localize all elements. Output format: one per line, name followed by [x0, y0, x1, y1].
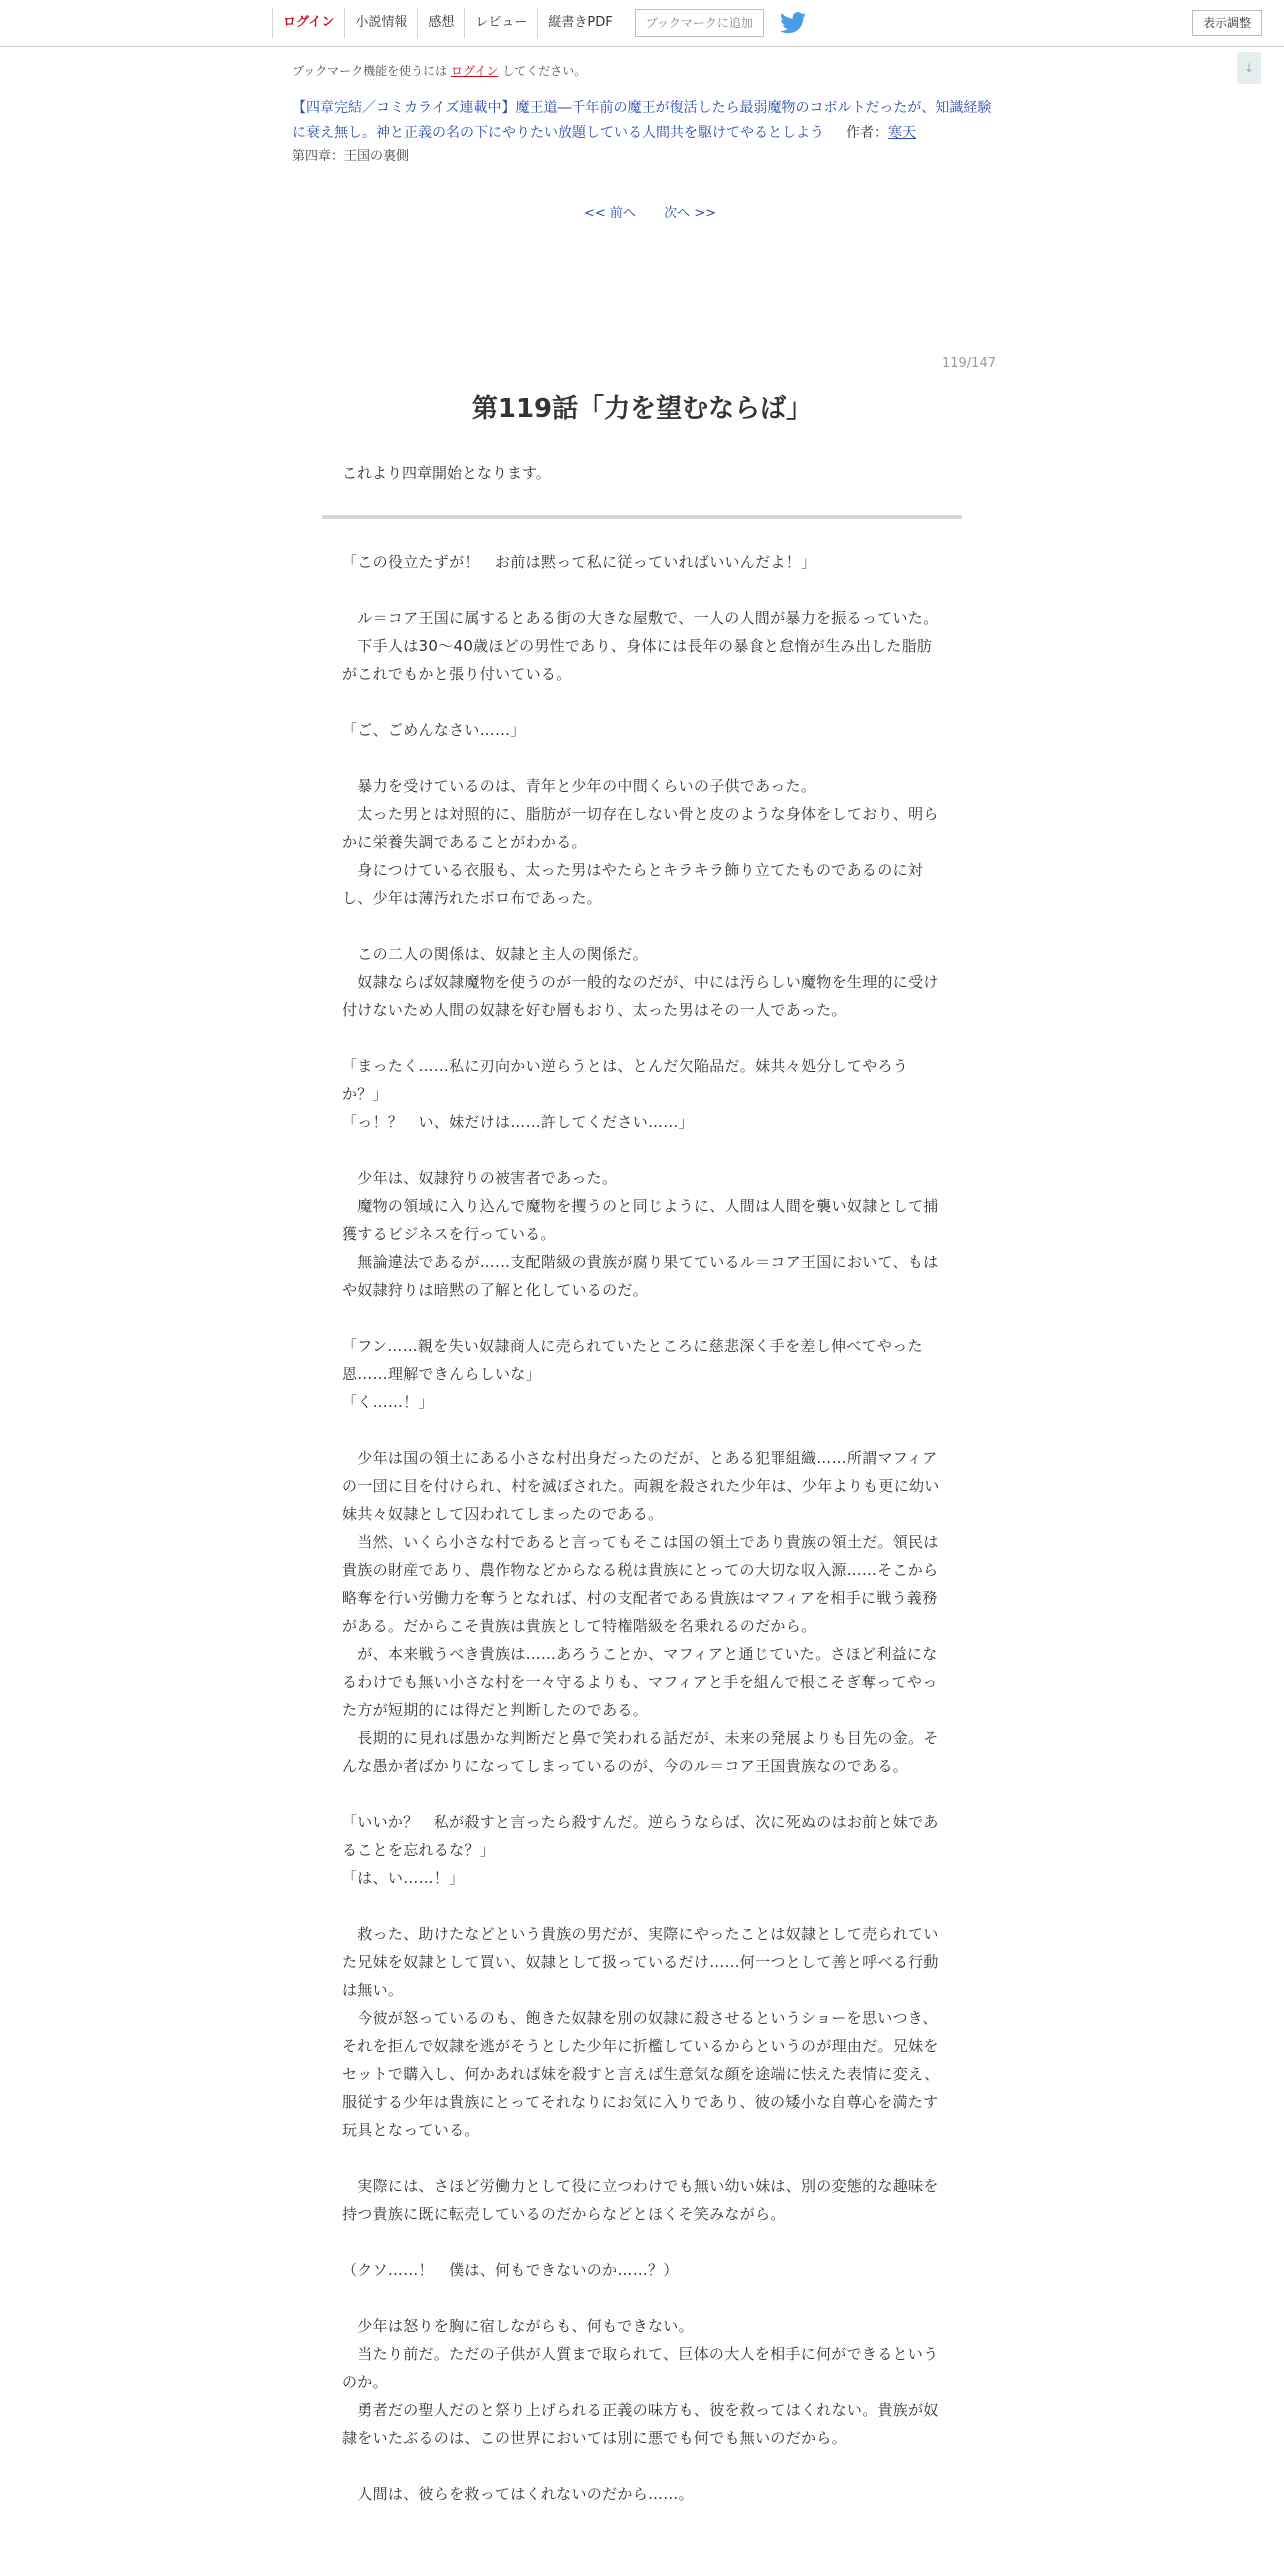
body-paragraph	[342, 1416, 942, 1444]
episode-pager	[584, 202, 716, 221]
body-paragraph: 勇者だの聖人だのと祭り上げられる正義の味方も、彼を救ってはくれない。貴族が奴隷をいたぶるのは、この世界においては別に悪でも何でも無いのだから。	[342, 2401, 939, 2447]
impressions-link[interactable]: 感想	[418, 8, 465, 38]
body-paragraph	[342, 2284, 942, 2312]
preface-divider	[322, 515, 962, 519]
episode-body	[342, 548, 942, 2508]
body-paragraph: 無論違法であるが……支配階級の貴族が腐り果てているル＝コア王国において、もはや奴隷狩りは暗黙の了解と化しているのだ。	[342, 1253, 939, 1299]
body-paragraph: 奴隷ならば奴隷魔物を使うのが一般的なのだが、中には汚らしい魔物を生理的に受け付けないため人間の奴隷を好む層もおり、太った男はその一人であった。	[342, 973, 939, 1019]
body-paragraph	[342, 744, 942, 772]
body-paragraph	[342, 576, 942, 604]
body-paragraph: 「は、い……！」	[342, 1869, 465, 1887]
chapter-title: 第四章：王国の裏側	[292, 149, 410, 164]
next-episode-link[interactable]: 次へ >>	[664, 206, 716, 221]
add-bookmark-button[interactable]: ブックマークに追加	[635, 9, 764, 37]
twitter-bird-icon[interactable]	[780, 12, 806, 34]
body-paragraph	[342, 2144, 942, 2172]
novel-title-block	[292, 96, 992, 146]
novel-info-link[interactable]: 小説情報	[345, 8, 418, 38]
author-link[interactable]: 寒天	[888, 125, 916, 141]
episode-title: 第119話「力を望むならば」	[471, 394, 813, 424]
body-paragraph	[342, 912, 942, 940]
body-paragraph: 今彼が怒っているのも、飽きた奴隷を別の奴隷に殺させるというショーを思いつき、それを拒んで奴隷を逃がそうとした少年に折檻しているからというのが理由だ。兄妹をセットで購入し、何かあれば妹を殺すと言えば生意気な顔を途端に怯えた表情に変え、服従する少年は貴族にとってそれなりにお気に入りであり、彼の矮小な自尊心を満たす玩具となっている。	[342, 2009, 940, 2139]
body-paragraph: 身につけている衣服も、太った男はやたらとキラキラ飾り立てたものであるのに対し、少年は薄汚れたボロ布であった。	[342, 861, 924, 907]
body-paragraph: 人間は、彼らを救ってはくれないのだから……。	[342, 2485, 694, 2503]
body-paragraph: 「この役立たずが！ お前は黙って私に従っていればいいんだよ！」	[342, 553, 817, 571]
body-paragraph: 「く……！」	[342, 1393, 434, 1411]
body-paragraph	[342, 1780, 942, 1808]
body-paragraph	[342, 2452, 942, 2480]
body-paragraph	[342, 688, 942, 716]
notice-text-after: してください。	[502, 64, 587, 78]
prev-episode-link[interactable]: << 前へ	[584, 206, 636, 221]
preface-text: これより四章開始となります。	[342, 464, 551, 482]
body-paragraph: 「まったく……私に刃向かい逆らうとは、とんだ欠陥品だ。妹共々処分してやろうか？」	[342, 1057, 909, 1103]
body-paragraph: 長期的に見れば愚かな判断だと鼻で笑われる話だが、未来の発展よりも目先の金。そんな愚か者ばかりになってしまっているのが、今のル＝コア王国貴族なのである。	[342, 1729, 939, 1775]
notice-login-link[interactable]: ログイン	[451, 64, 499, 78]
main-nav	[272, 0, 806, 46]
body-paragraph: 「っ！？ い、妹だけは……許してください……」	[342, 1113, 694, 1131]
body-paragraph: 実際には、さほど労働力として役に立つわけでも無い幼い妹は、別の変態的な趣味を持つ貴族に既に転売しているのだからなどとほくそ笑みながら。	[342, 2177, 939, 2223]
body-paragraph: 少年は怒りを胸に宿しながらも、何もできない。	[342, 2317, 694, 2335]
top-navigation-bar	[0, 0, 1284, 47]
body-paragraph: （クソ……！ 僕は、何もできないのか……？）	[342, 2261, 679, 2279]
display-settings-button[interactable]: 表示調整	[1192, 10, 1262, 36]
review-link[interactable]: レビュー	[465, 8, 538, 38]
body-paragraph	[342, 2228, 942, 2256]
body-paragraph: 「フン……親を失い奴隷商人に売られていたところに慈悲深く手を差し伸べてやった恩……理解できんらしいな」	[342, 1337, 923, 1383]
body-paragraph: 当然、いくら小さな村であると言ってもそこは国の領土であり貴族の領土だ。領民は貴族の財産であり、農作物などからなる税は貴族にとっての大切な収入源……そこから略奪を行い労働力を奪うとなれば、村の支配者である貴族はマフィアを相手に戦う義務がある。だからこそ貴族は貴族として特権階級を名乗れるのだから。	[342, 1533, 939, 1635]
body-paragraph: 魔物の領域に入り込んで魔物を攫うのと同じように、人間は人間を襲い奴隷として捕獲するビジネスを行っている。	[342, 1197, 939, 1243]
body-paragraph: 救った、助けたなどという貴族の男だが、実際にやったことは奴隷として売られていた兄妹を奴隷として買い、奴隷として扱っているだけ……何一つとして善と呼べる行動は無い。	[342, 1925, 939, 1999]
bookmark-login-notice	[292, 62, 586, 79]
scroll-down-button[interactable]: ↓	[1237, 52, 1261, 84]
novel-title-link[interactable]: 【四章完結／コミカライズ連載中】魔王道―千年前の魔王が復活したら最弱魔物のコボルトだったが、知識経験に衰え無し。神と正義の名の下にやりたい放題している人間共を駆けてやるとしよう	[292, 100, 992, 141]
body-paragraph: 少年は国の領土にある小さな村出身だったのだが、とある犯罪組織……所謂マフィアの一団に目を付けられ、村を滅ぼされた。両親を殺された少年は、少年よりも更に幼い妹共々奴隷として囚われてしまったのである。	[342, 1449, 940, 1523]
body-paragraph: ル＝コア王国に属するとある街の大きな屋敷で、一人の人間が暴力を振るっていた。	[342, 609, 939, 627]
body-paragraph: 少年は、奴隷狩りの被害者であった。	[342, 1169, 618, 1187]
body-paragraph: 当たり前だ。ただの子供が人質まで取られて、巨体の大人を相手に何ができるというのか。	[342, 2345, 939, 2391]
body-paragraph: 「いいか？ 私が殺すと言ったら殺すんだ。逆らうならば、次に死ぬのはお前と妹であることを忘れるな？」	[342, 1813, 939, 1859]
body-paragraph	[342, 1024, 942, 1052]
body-paragraph: が、本来戦うべき貴族は……あろうことか、マフィアと通じていた。さほど利益になるわけでも無い小さな村を一々守るよりも、マフィアと手を組んで根こそぎ奪ってやった方が短期的には得だと判断したのである。	[342, 1645, 938, 1719]
body-paragraph: この二人の関係は、奴隷と主人の関係だ。	[342, 945, 649, 963]
body-paragraph	[342, 1136, 942, 1164]
vertical-pdf-link[interactable]: 縦書きPDF	[548, 15, 613, 30]
body-paragraph: 下手人は30～40歳ほどの男性であり、身体には長年の暴食と怠惰が生み出した脂肪がこれでもかと張り付いている。	[342, 637, 933, 683]
body-paragraph	[342, 1892, 942, 1920]
author-label: 作者：	[846, 125, 888, 141]
episode-counter: 119/147	[941, 356, 996, 371]
login-link[interactable]: ログイン	[272, 8, 345, 38]
notice-text-before: ブックマーク機能を使うには	[292, 64, 448, 78]
body-paragraph: 「ご、ごめんなさい……」	[342, 721, 526, 739]
body-paragraph: 太った男とは対照的に、脂肪が一切存在しない骨と皮のような身体をしており、明らかに栄養失調であることがわかる。	[342, 805, 939, 851]
body-paragraph	[342, 1304, 942, 1332]
body-paragraph: 暴力を受けているのは、青年と少年の中間くらいの子供であった。	[342, 777, 817, 795]
